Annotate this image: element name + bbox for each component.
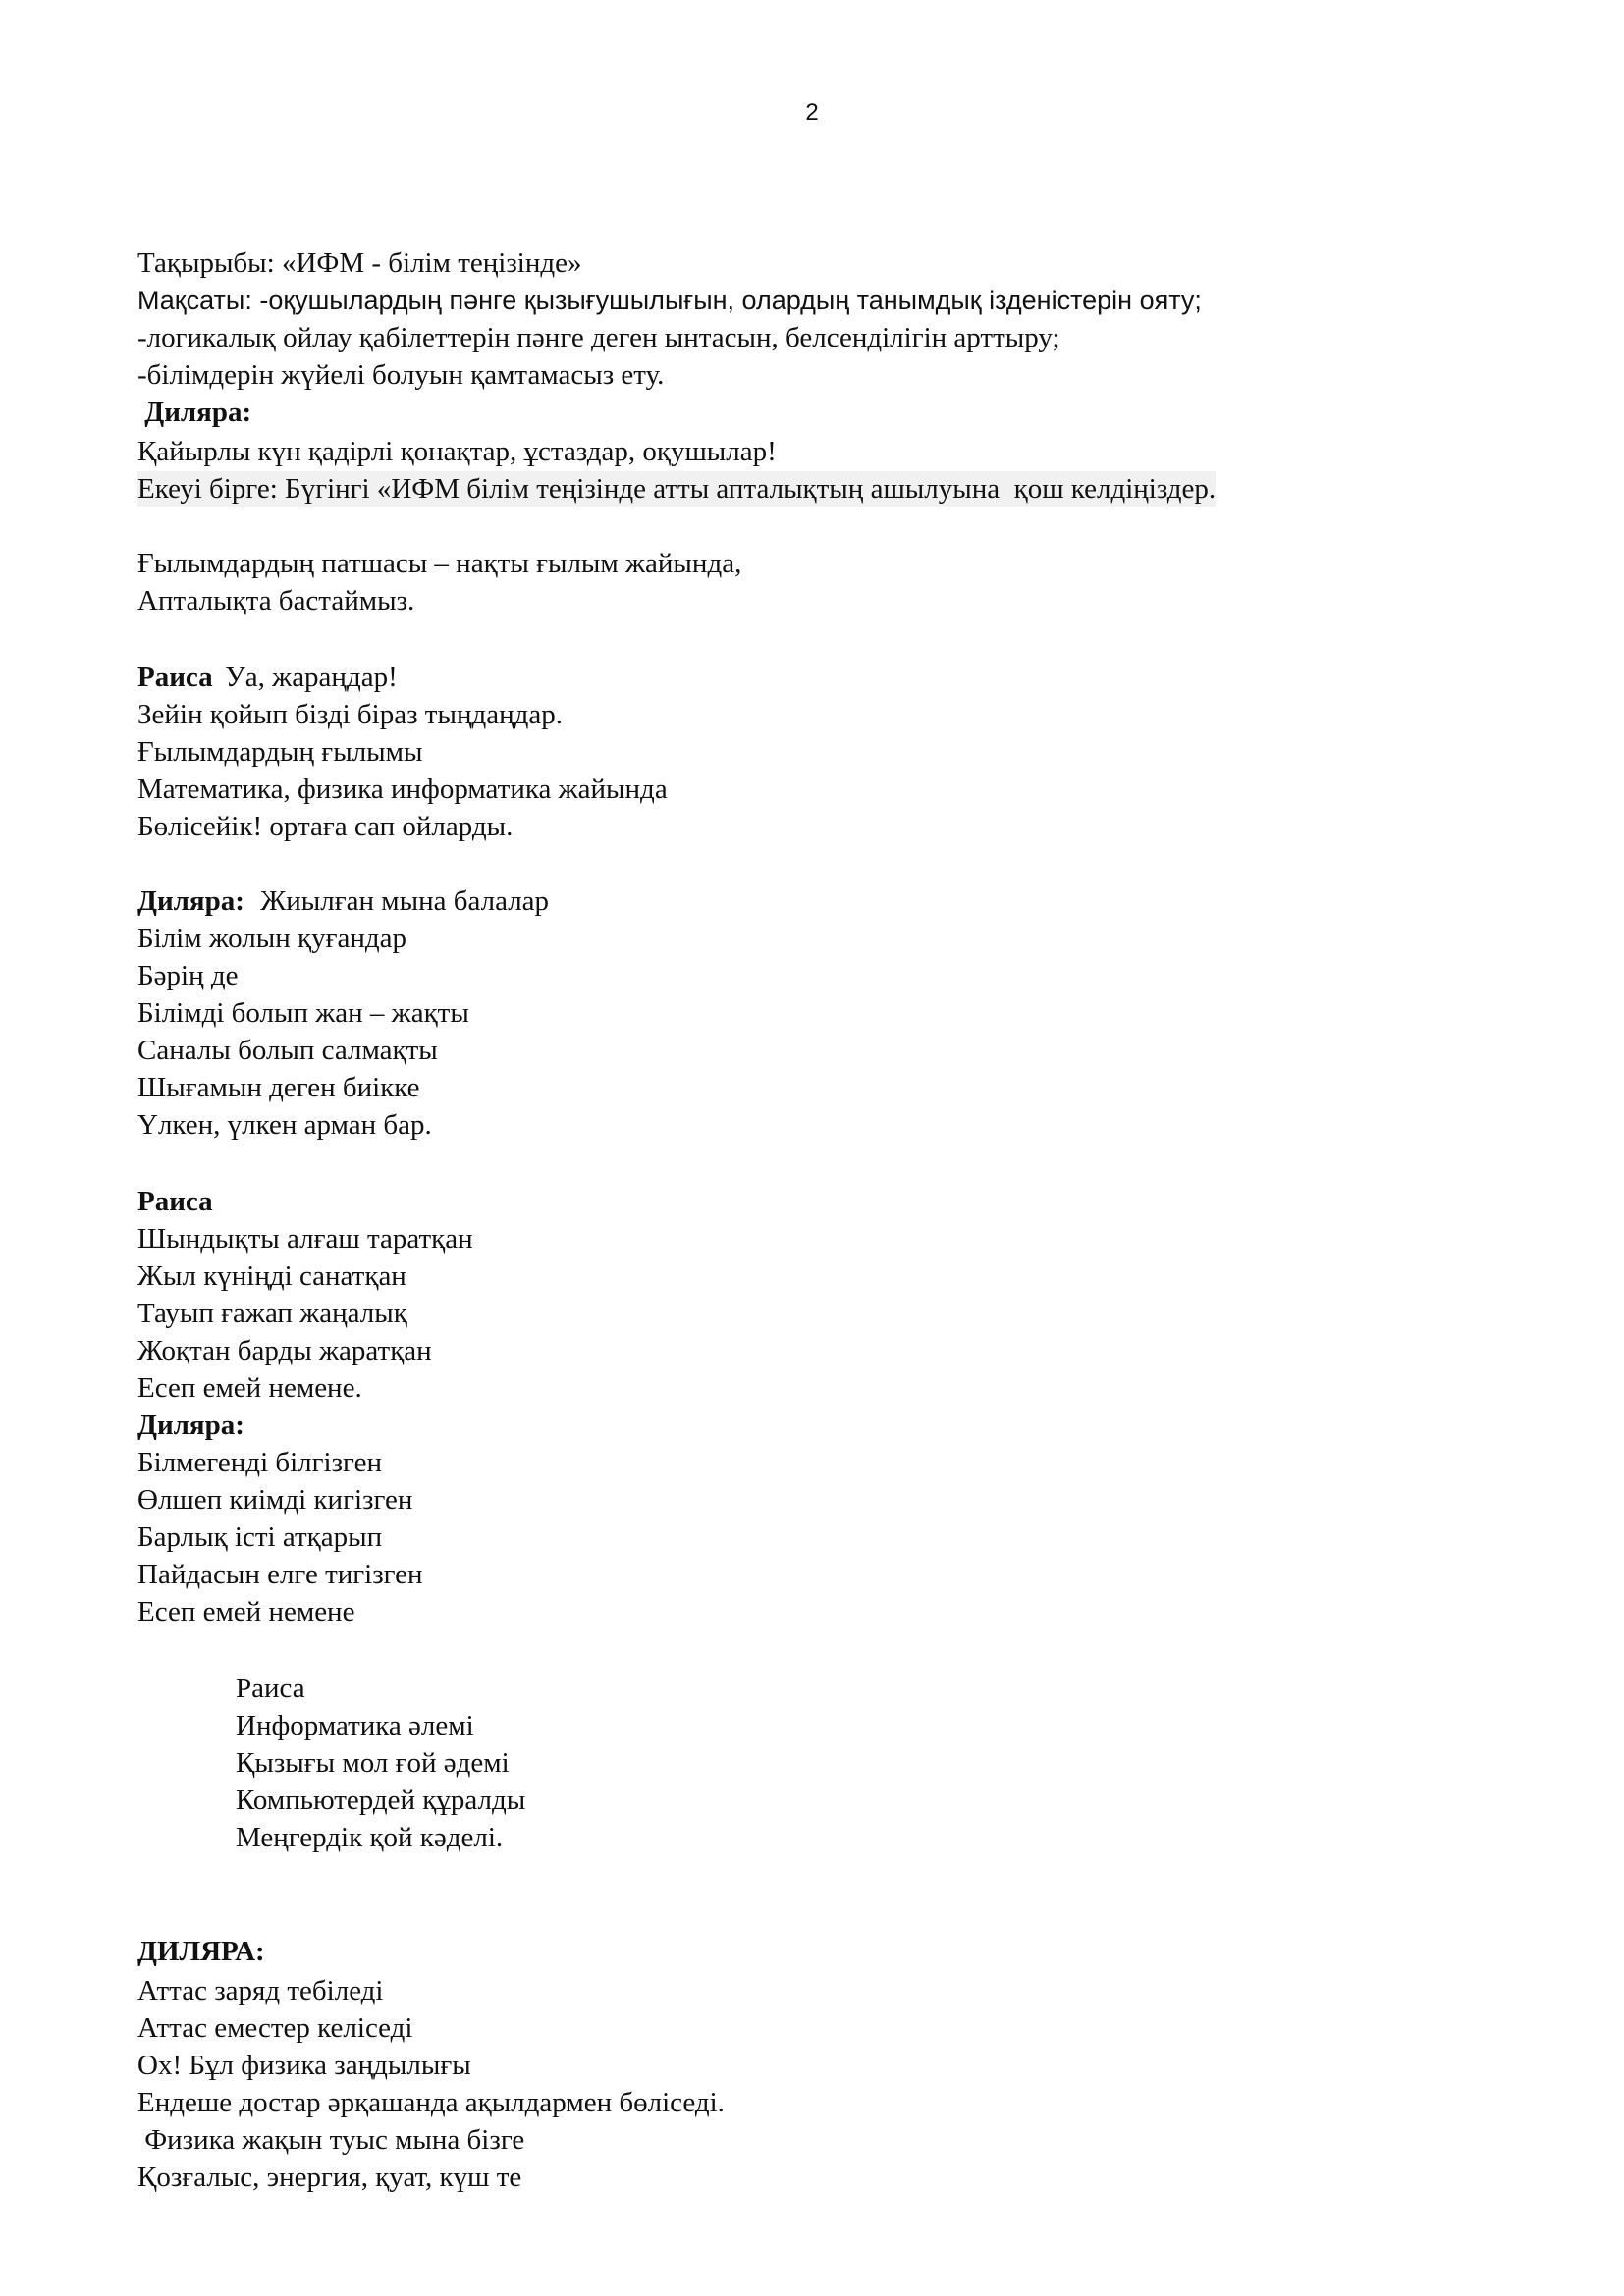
text-line: Апталықта бастаймыз. (137, 585, 415, 616)
text-line: Қайырлы күн қадірлі қонақтар, ұстаздар, оқушылар! (137, 436, 777, 467)
text-line: Уа, жараңдар! (218, 662, 398, 693)
text-line: Раиса (137, 1186, 213, 1217)
text-line: Математика, физика информатика жайында (137, 774, 668, 805)
text-line: Информатика әлемі (236, 1710, 474, 1741)
text-line: Диляра: (137, 885, 244, 917)
page-number: 2 (805, 99, 819, 126)
text-line: Білім жолын қуғандар (137, 923, 406, 954)
text-line: Раиса (137, 662, 213, 693)
text-line: Бәрің де (137, 960, 239, 991)
text-line: Саналы болып салмақты (137, 1035, 438, 1066)
text-line: Физика жақын туыс мына бізге (137, 2124, 525, 2156)
text-line: Меңгердік қой кәделі. (236, 1822, 504, 1853)
text-line: Зейін қойып бізді біраз тыңдаңдар. (137, 699, 564, 730)
text-line: Бөлісейік! ортаға сап ойларды. (137, 811, 514, 842)
text-line: Қозғалыс, энергия, қуат, күш те (137, 2162, 522, 2193)
text-line: ДИЛЯРА: (137, 1936, 265, 1967)
text-line: Шығамын деген биікке (137, 1072, 420, 1103)
text-line: Есеп емей немене. (137, 1372, 362, 1404)
text-line: Диляра: (137, 1410, 244, 1441)
text-line: Жиылған мына балалар (253, 885, 550, 917)
text-line: -білімдерін жүйелі болуын қамтамасыз ету. (137, 359, 665, 391)
text-line: Есеп емей немене (137, 1596, 355, 1628)
text-line: Ғылымдардың ғылымы (137, 736, 423, 768)
text-line: Тақырыбы: «ИФМ - білім теңізінде» (137, 247, 582, 279)
text-line: Екеуі бірге: Бүгінгі «ИФМ білім теңізінде атты апталықтың ашылуына қош келдіңіздер. (137, 473, 1217, 505)
text-line: Шындықты алғаш таратқан (137, 1223, 473, 1255)
text-line: Раиса (236, 1673, 305, 1704)
text-line: Үлкен, үлкен арман бар. (137, 1109, 432, 1141)
text-line: Барлық істі атқарып (137, 1522, 383, 1553)
text-line: Тауып ғажап жаңалық (137, 1298, 407, 1329)
text-line: Аттас заряд тебіледі (137, 1975, 384, 2006)
text-line: Аттас еместер келіседі (137, 2012, 413, 2044)
text-line: Мақсаты: -оқушылардың пәнге қызығушылығын, олардың танымдық ізденістерін ояту; (137, 286, 1202, 315)
text-line: Ғылымдардың патшасы – нақты ғылым жайында, (137, 548, 742, 579)
text-line: Білімді болып жан – жақты (137, 997, 469, 1029)
text-line: Қызығы мол ғой әдемі (236, 1747, 510, 1779)
text-line: Ендеше достар әрқашанда ақылдармен бөліседі. (137, 2087, 725, 2118)
text-line: Жоқтан барды жаратқан (137, 1335, 432, 1366)
text-line: Компьютердей құралды (236, 1785, 526, 1816)
text-line: Өлшеп киімді кигізген (137, 1484, 413, 1516)
text-line: -логикалық ойлау қабілеттерін пәнге деген ынтасын, белсенділігін арттыру; (137, 322, 1060, 353)
text-line: Пайдасын елге тигізген (137, 1559, 423, 1590)
text-line: Ох! Бұл физика заңдылығы (137, 2050, 471, 2081)
text-line: Диляра: (137, 397, 252, 428)
text-line: Жыл күніңді санатқан (137, 1260, 406, 1292)
text-line: Білмегенді білгізген (137, 1447, 382, 1478)
